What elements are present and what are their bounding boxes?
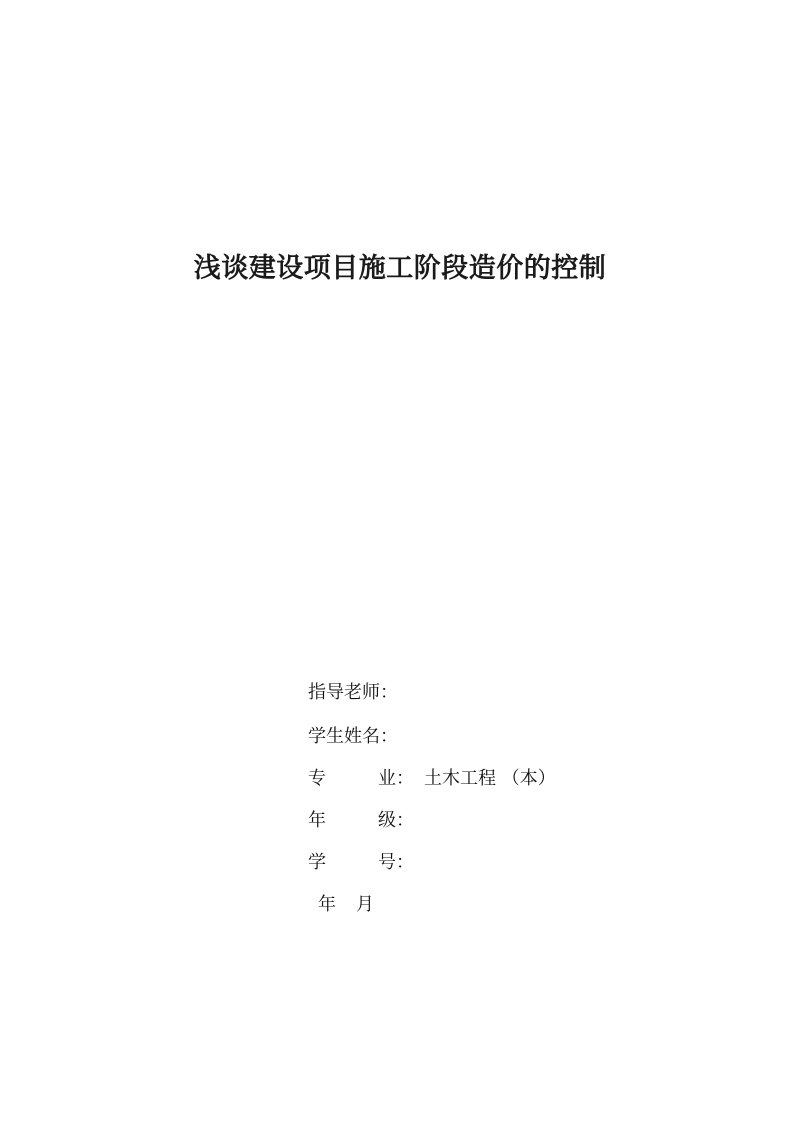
date-month: 月 bbox=[356, 894, 374, 915]
major-label-char-2: 业 bbox=[378, 768, 396, 789]
grade-label bbox=[308, 808, 396, 834]
student-name-label: 学生姓名： bbox=[308, 726, 398, 747]
grade-label-char-1: 年 bbox=[308, 810, 326, 831]
date-row bbox=[318, 892, 374, 918]
student-id-row bbox=[308, 850, 414, 876]
major-colon: ： bbox=[396, 768, 414, 789]
grade-label-char-2: 级 bbox=[378, 810, 396, 831]
student-id-colon: ： bbox=[396, 852, 414, 873]
major-row bbox=[308, 766, 556, 792]
student-id-label-char-1: 学 bbox=[308, 852, 326, 873]
major-label-char-1: 专 bbox=[308, 768, 326, 789]
major-value: 土木工程 （本） bbox=[424, 768, 556, 789]
document-title: 浅谈建设项目施工阶段造价的控制 bbox=[193, 253, 607, 284]
student-id-label-char-2: 号 bbox=[378, 852, 396, 873]
advisor-row bbox=[308, 680, 398, 706]
grade-row bbox=[308, 808, 414, 834]
student-id-label bbox=[308, 850, 396, 876]
grade-colon: ： bbox=[396, 810, 414, 831]
date-year: 年 bbox=[318, 894, 336, 915]
advisor-label: 指导老师： bbox=[308, 682, 398, 703]
student-name-row bbox=[308, 724, 398, 750]
major-label bbox=[308, 766, 396, 792]
